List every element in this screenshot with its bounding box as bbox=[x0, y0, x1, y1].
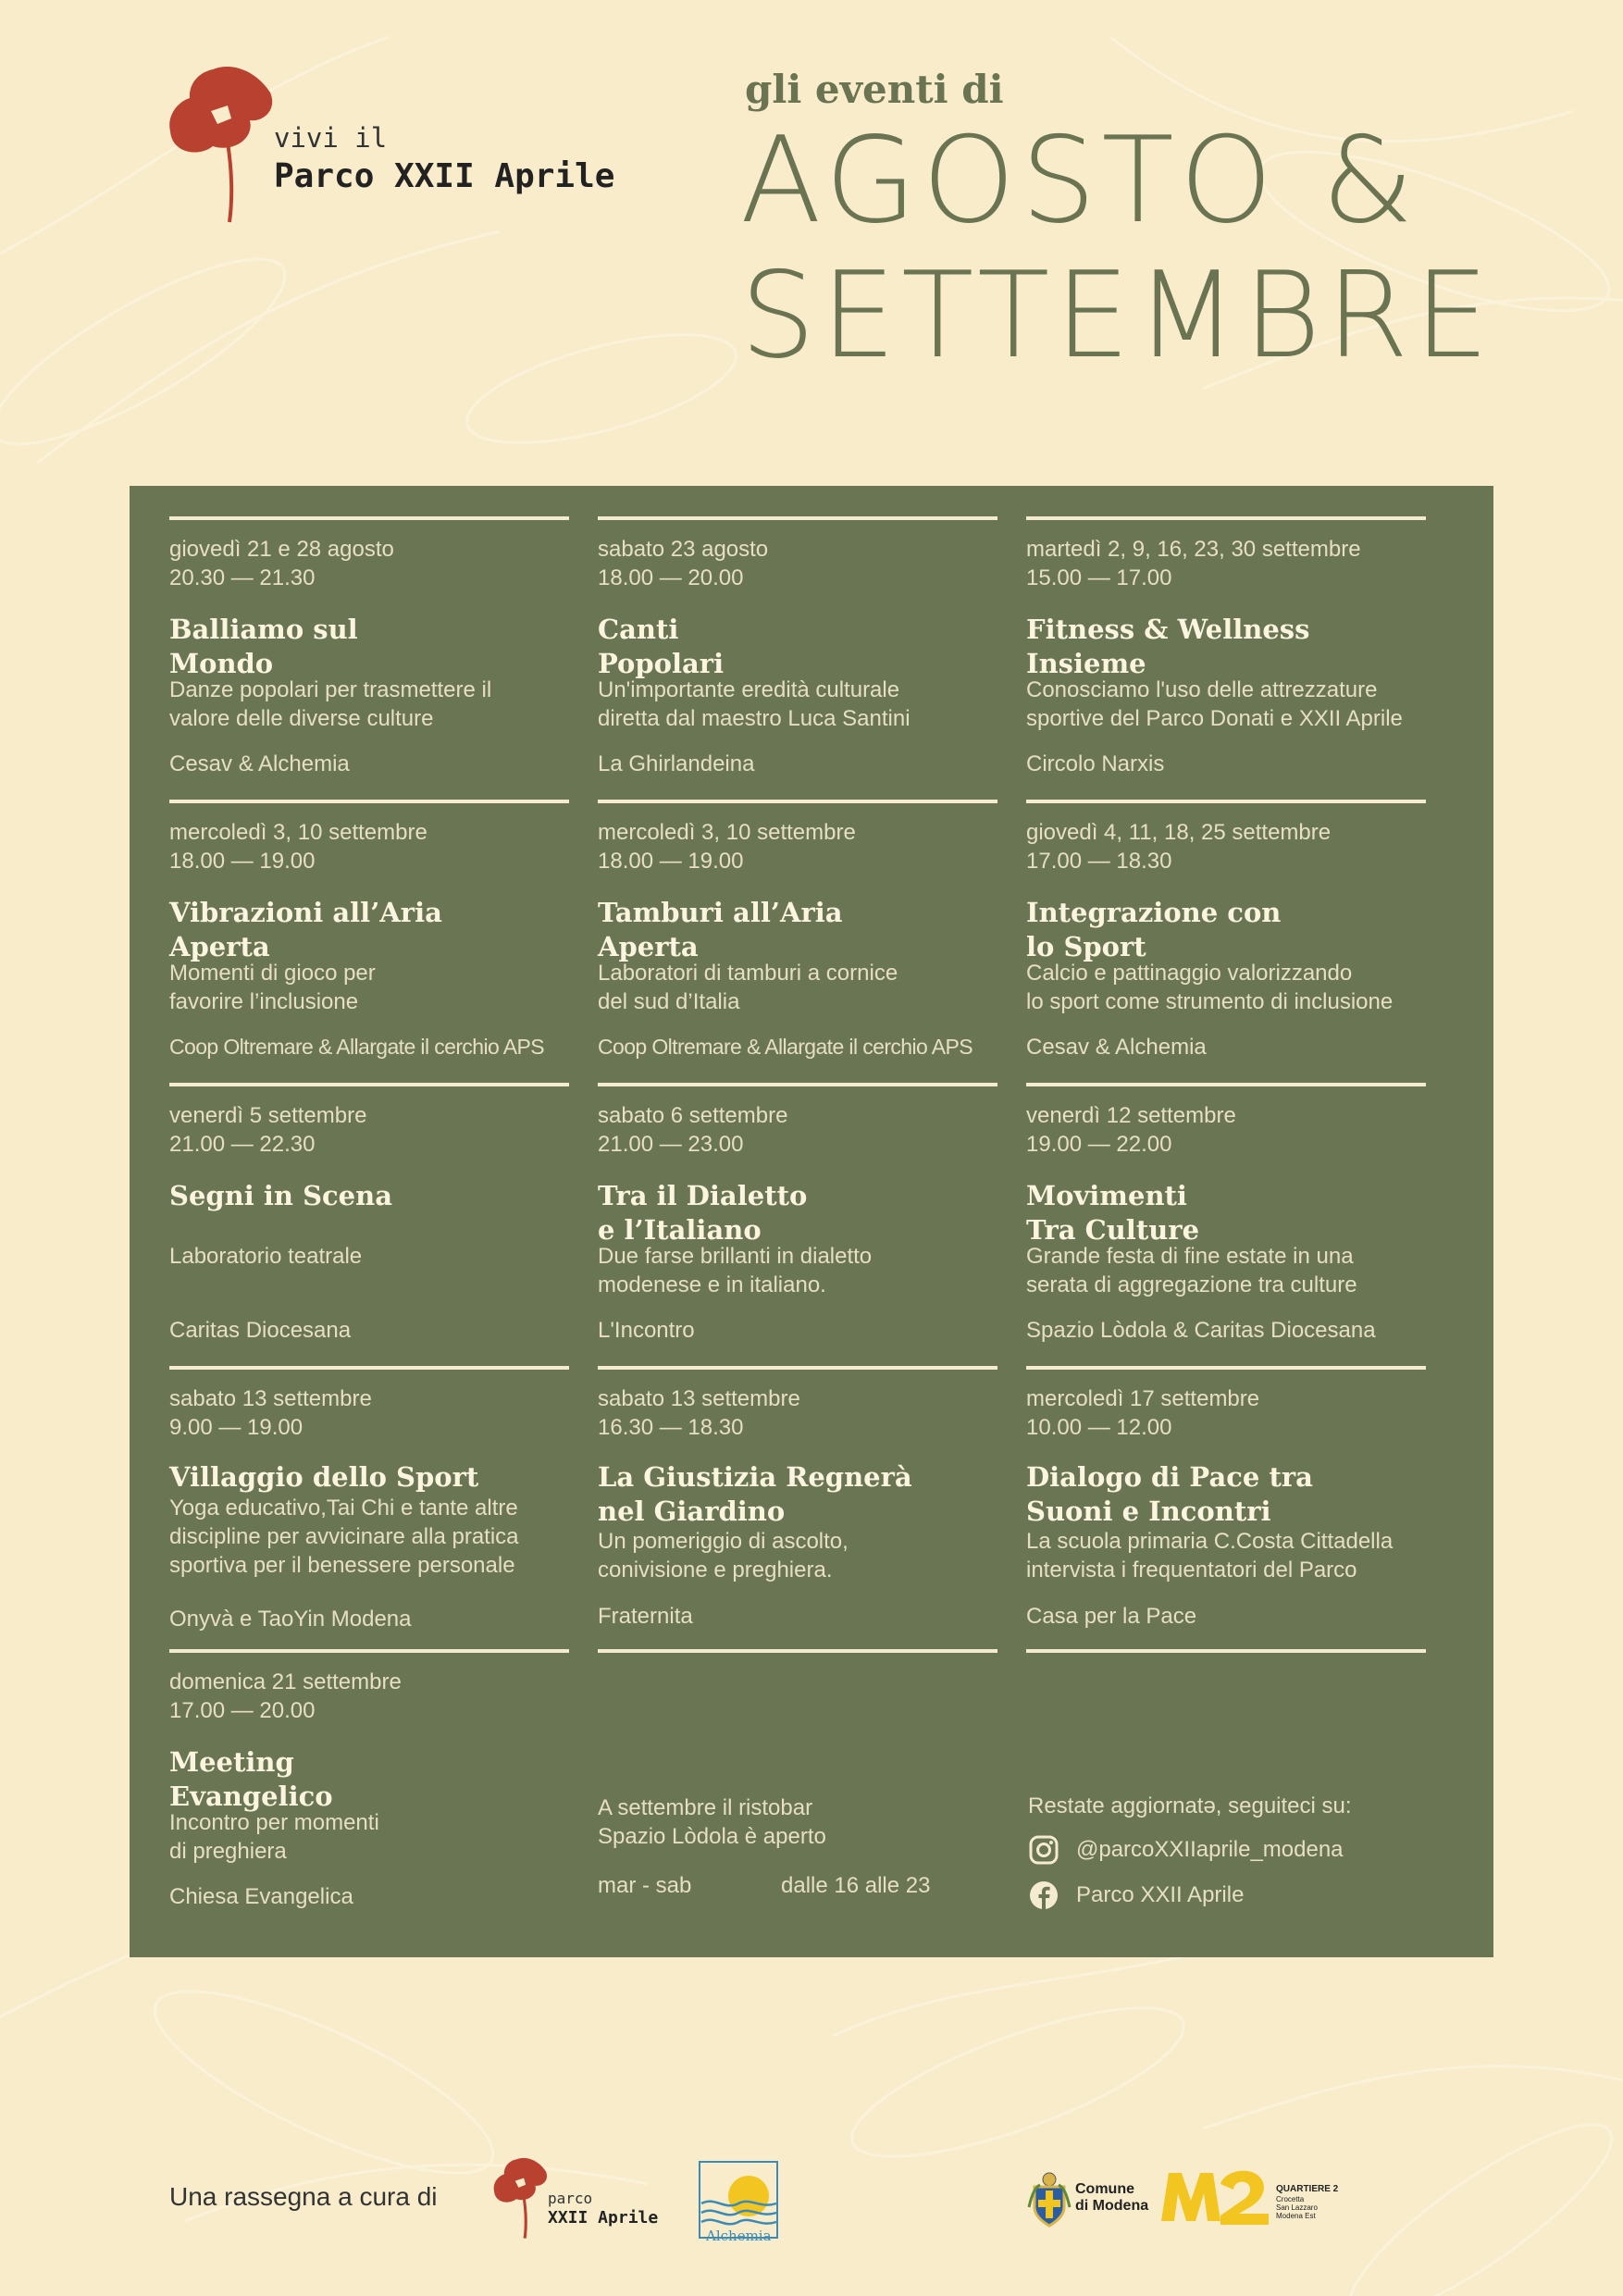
event-when bbox=[598, 1384, 800, 1442]
event-date: sabato 23 agosto bbox=[598, 537, 769, 562]
divider bbox=[1026, 1649, 1426, 1653]
divider bbox=[598, 1649, 997, 1653]
event-title: La Giustizia Regnerà nel Giardino bbox=[598, 1461, 912, 1527]
ristobar-note bbox=[598, 1793, 931, 1898]
event-card bbox=[169, 1083, 569, 1343]
event-date: venerdì 12 settembre bbox=[1026, 1103, 1236, 1128]
event-card bbox=[169, 1649, 569, 1909]
event-organizer: Spazio Lòdola & Caritas Diocesana bbox=[1026, 1318, 1376, 1343]
event-title: Integrazione con lo Sport bbox=[1026, 897, 1282, 962]
event-when bbox=[169, 535, 394, 592]
event-card bbox=[169, 516, 569, 776]
event-date: mercoledì 17 settembre bbox=[1026, 1386, 1260, 1411]
coat-of-arms-icon bbox=[1027, 2170, 1072, 2228]
event-title: Vibrazioni all’Aria Aperta bbox=[169, 897, 442, 962]
event-organizer: Caritas Diocesana bbox=[169, 1318, 352, 1343]
q2-mark-icon bbox=[1159, 2167, 1274, 2227]
event-title: Balliamo sul Mondo bbox=[169, 614, 358, 679]
event-organizer: L'Incontro bbox=[598, 1318, 695, 1343]
event-when bbox=[598, 535, 768, 592]
event-organizer: La Ghirlandeina bbox=[598, 751, 755, 776]
event-date: venerdì 5 settembre bbox=[169, 1103, 367, 1128]
event-title: Movimenti Tra Culture bbox=[1026, 1180, 1200, 1246]
event-organizer: Chiesa Evangelica bbox=[169, 1884, 353, 1909]
ristobar-hours: dalle 16 alle 23 bbox=[781, 1873, 931, 1898]
event-title: Segni in Scena bbox=[169, 1180, 392, 1211]
event-time: 15.00 — 17.00 bbox=[1026, 565, 1172, 590]
event-title: Dialogo di Pace tra Suoni e Incontri bbox=[1026, 1461, 1313, 1527]
event-description: La scuola primaria C.Costa Cittadella intervista i frequentatori del Parco bbox=[1026, 1529, 1394, 1582]
event-time: 18.00 — 19.00 bbox=[169, 849, 316, 874]
facebook-link[interactable] bbox=[1028, 1880, 1244, 1911]
event-title: Canti Popolari bbox=[598, 614, 725, 679]
event-title: Tra il Dialetto e l’Italiano bbox=[598, 1180, 808, 1246]
event-organizer: Coop Oltremare & Allargate il cerchio APS bbox=[169, 1035, 544, 1059]
event-description: Conosciamo l'uso delle attrezzature sportive del Parco Donati e XXII Aprile bbox=[1026, 677, 1403, 731]
event-when bbox=[1026, 1101, 1236, 1159]
event-description: Laboratorio teatrale bbox=[169, 1244, 363, 1269]
event-description: Un pomeriggio di ascolto, conivisione e preghiera. bbox=[598, 1529, 849, 1582]
event-organizer: Casa per la Pace bbox=[1026, 1604, 1197, 1629]
footer-parco-logo bbox=[492, 2156, 659, 2249]
facebook-page[interactable]: Parco XXII Aprile bbox=[1076, 1882, 1245, 1907]
parco-logo bbox=[167, 65, 615, 231]
event-when bbox=[1026, 818, 1331, 875]
event-date: sabato 13 settembre bbox=[598, 1386, 800, 1411]
ristobar-line-2: Spazio Lòdola è aperto bbox=[598, 1824, 826, 1849]
event-card bbox=[1026, 516, 1426, 776]
logo-line-1: vivi il bbox=[274, 122, 388, 154]
month-title-line-1: AGOSTO & bbox=[740, 112, 1419, 250]
event-date: giovedì 21 e 28 agosto bbox=[169, 537, 394, 562]
event-date: sabato 13 settembre bbox=[169, 1386, 372, 1411]
event-description: Calcio e pattinaggio valorizzando lo sport come strumento di inclusione bbox=[1026, 961, 1394, 1014]
event-date: martedì 2, 9, 16, 23, 30 settembre bbox=[1026, 537, 1361, 562]
event-title: Meeting Evangelico bbox=[169, 1746, 333, 1812]
event-organizer: Onyvà e TaoYin Modena bbox=[169, 1607, 412, 1632]
event-card bbox=[169, 1366, 569, 1632]
event-time: 21.00 — 22.30 bbox=[169, 1132, 316, 1157]
comune-label: Comune di Modena bbox=[1075, 2181, 1149, 2214]
event-title: Tamburi all’Aria Aperta bbox=[598, 897, 843, 962]
event-organizer: Fraternita bbox=[598, 1604, 693, 1629]
quartiere-areas: Crocetta San Lazzaro Modena Est bbox=[1276, 2195, 1318, 2220]
event-card bbox=[169, 800, 569, 1059]
event-card bbox=[1026, 1366, 1426, 1629]
events-panel bbox=[130, 486, 1493, 1957]
event-time: 16.30 — 18.30 bbox=[598, 1415, 744, 1440]
event-description: Grande festa di fine estate in una serata di aggregazione tra culture bbox=[1026, 1244, 1357, 1297]
logo-line-2: Parco XXII Aprile bbox=[274, 157, 615, 195]
event-date: mercoledì 3, 10 settembre bbox=[169, 820, 427, 845]
heading-kicker: gli eventi di bbox=[745, 67, 1004, 112]
event-card bbox=[598, 1083, 997, 1343]
event-organizer: Coop Oltremare & Allargate il cerchio APS bbox=[598, 1035, 973, 1059]
event-description: Due farse brillanti in dialetto modenese e in italiano. bbox=[598, 1244, 873, 1297]
event-when bbox=[169, 818, 427, 875]
event-time: 18.00 — 19.00 bbox=[598, 849, 744, 874]
event-when bbox=[1026, 1384, 1259, 1442]
event-description: Un'importante eredità culturale diretta dal maestro Luca Santini bbox=[598, 677, 911, 731]
event-date: sabato 6 settembre bbox=[598, 1103, 788, 1128]
event-organizer: Cesav & Alchemia bbox=[1026, 1035, 1207, 1060]
quartiere-2-logo bbox=[1159, 2167, 1354, 2232]
footer-parco-name: XXII Aprile bbox=[548, 2208, 659, 2228]
ristobar-line-1: A settembre il ristobar bbox=[598, 1795, 813, 1820]
event-title: Villaggio dello Sport bbox=[169, 1461, 479, 1493]
event-card bbox=[1026, 800, 1426, 1060]
event-organizer: Cesav & Alchemia bbox=[169, 751, 350, 776]
event-when bbox=[598, 1101, 787, 1159]
instagram-link[interactable] bbox=[1028, 1834, 1344, 1866]
facebook-icon bbox=[1028, 1880, 1059, 1911]
event-when bbox=[1026, 535, 1361, 592]
event-time: 21.00 — 23.00 bbox=[598, 1132, 744, 1157]
event-time: 20.30 — 21.30 bbox=[169, 565, 316, 590]
quartiere-title: QUARTIERE 2 bbox=[1276, 2184, 1339, 2194]
event-description: Yoga educativo,Tai Chi e tante altre discipline per avvicinare alla pratica sportiva per il benessere personale bbox=[169, 1496, 519, 1578]
event-description: Danze popolari per trasmettere il valore delle diverse culture bbox=[169, 677, 492, 731]
event-organizer: Circolo Narxis bbox=[1026, 751, 1165, 776]
event-when bbox=[169, 1668, 402, 1725]
event-card bbox=[598, 516, 997, 776]
event-description: Momenti di gioco per favorire l’inclusione bbox=[169, 961, 376, 1014]
event-time: 17.00 — 18.30 bbox=[1026, 849, 1172, 874]
event-when bbox=[169, 1101, 366, 1159]
event-when bbox=[598, 818, 856, 875]
event-time: 9.00 — 19.00 bbox=[169, 1415, 304, 1440]
alchemia-label: Alchemia bbox=[706, 2228, 772, 2244]
event-time: 18.00 — 20.00 bbox=[598, 565, 744, 590]
month-title-line-2: SETTEMBRE bbox=[740, 247, 1495, 385]
instagram-icon bbox=[1028, 1834, 1059, 1866]
event-card bbox=[1026, 1083, 1426, 1343]
social-lead: Restate aggiornatə, seguiteci su: bbox=[1028, 1793, 1352, 1818]
event-time: 10.00 — 12.00 bbox=[1026, 1415, 1172, 1440]
event-when bbox=[169, 1384, 372, 1442]
event-title: Fitness & Wellness Insieme bbox=[1026, 614, 1310, 679]
footer-parco-small: parco bbox=[548, 2190, 593, 2207]
instagram-handle[interactable]: @parcoXXIIaprile_modena bbox=[1076, 1837, 1344, 1862]
event-description: Laboratori di tamburi a cornice del sud d’Italia bbox=[598, 961, 898, 1014]
event-description: Incontro per momenti di preghiera bbox=[169, 1810, 379, 1864]
ristobar-days: mar - sab bbox=[598, 1873, 692, 1898]
event-time: 19.00 — 22.00 bbox=[1026, 1132, 1172, 1157]
event-date: domenica 21 settembre bbox=[169, 1669, 402, 1694]
event-card bbox=[598, 800, 997, 1059]
event-date: giovedì 4, 11, 18, 25 settembre bbox=[1026, 820, 1332, 845]
footer-credit: Una rassegna a cura di bbox=[169, 2182, 438, 2211]
event-date: mercoledì 3, 10 settembre bbox=[598, 820, 856, 845]
poppy-icon bbox=[167, 65, 278, 227]
poppy-icon bbox=[492, 2156, 550, 2241]
comune-modena-logo bbox=[1027, 2170, 1157, 2231]
alchemia-logo bbox=[697, 2159, 786, 2248]
event-time: 17.00 — 20.00 bbox=[169, 1698, 316, 1723]
event-card bbox=[598, 1366, 997, 1629]
